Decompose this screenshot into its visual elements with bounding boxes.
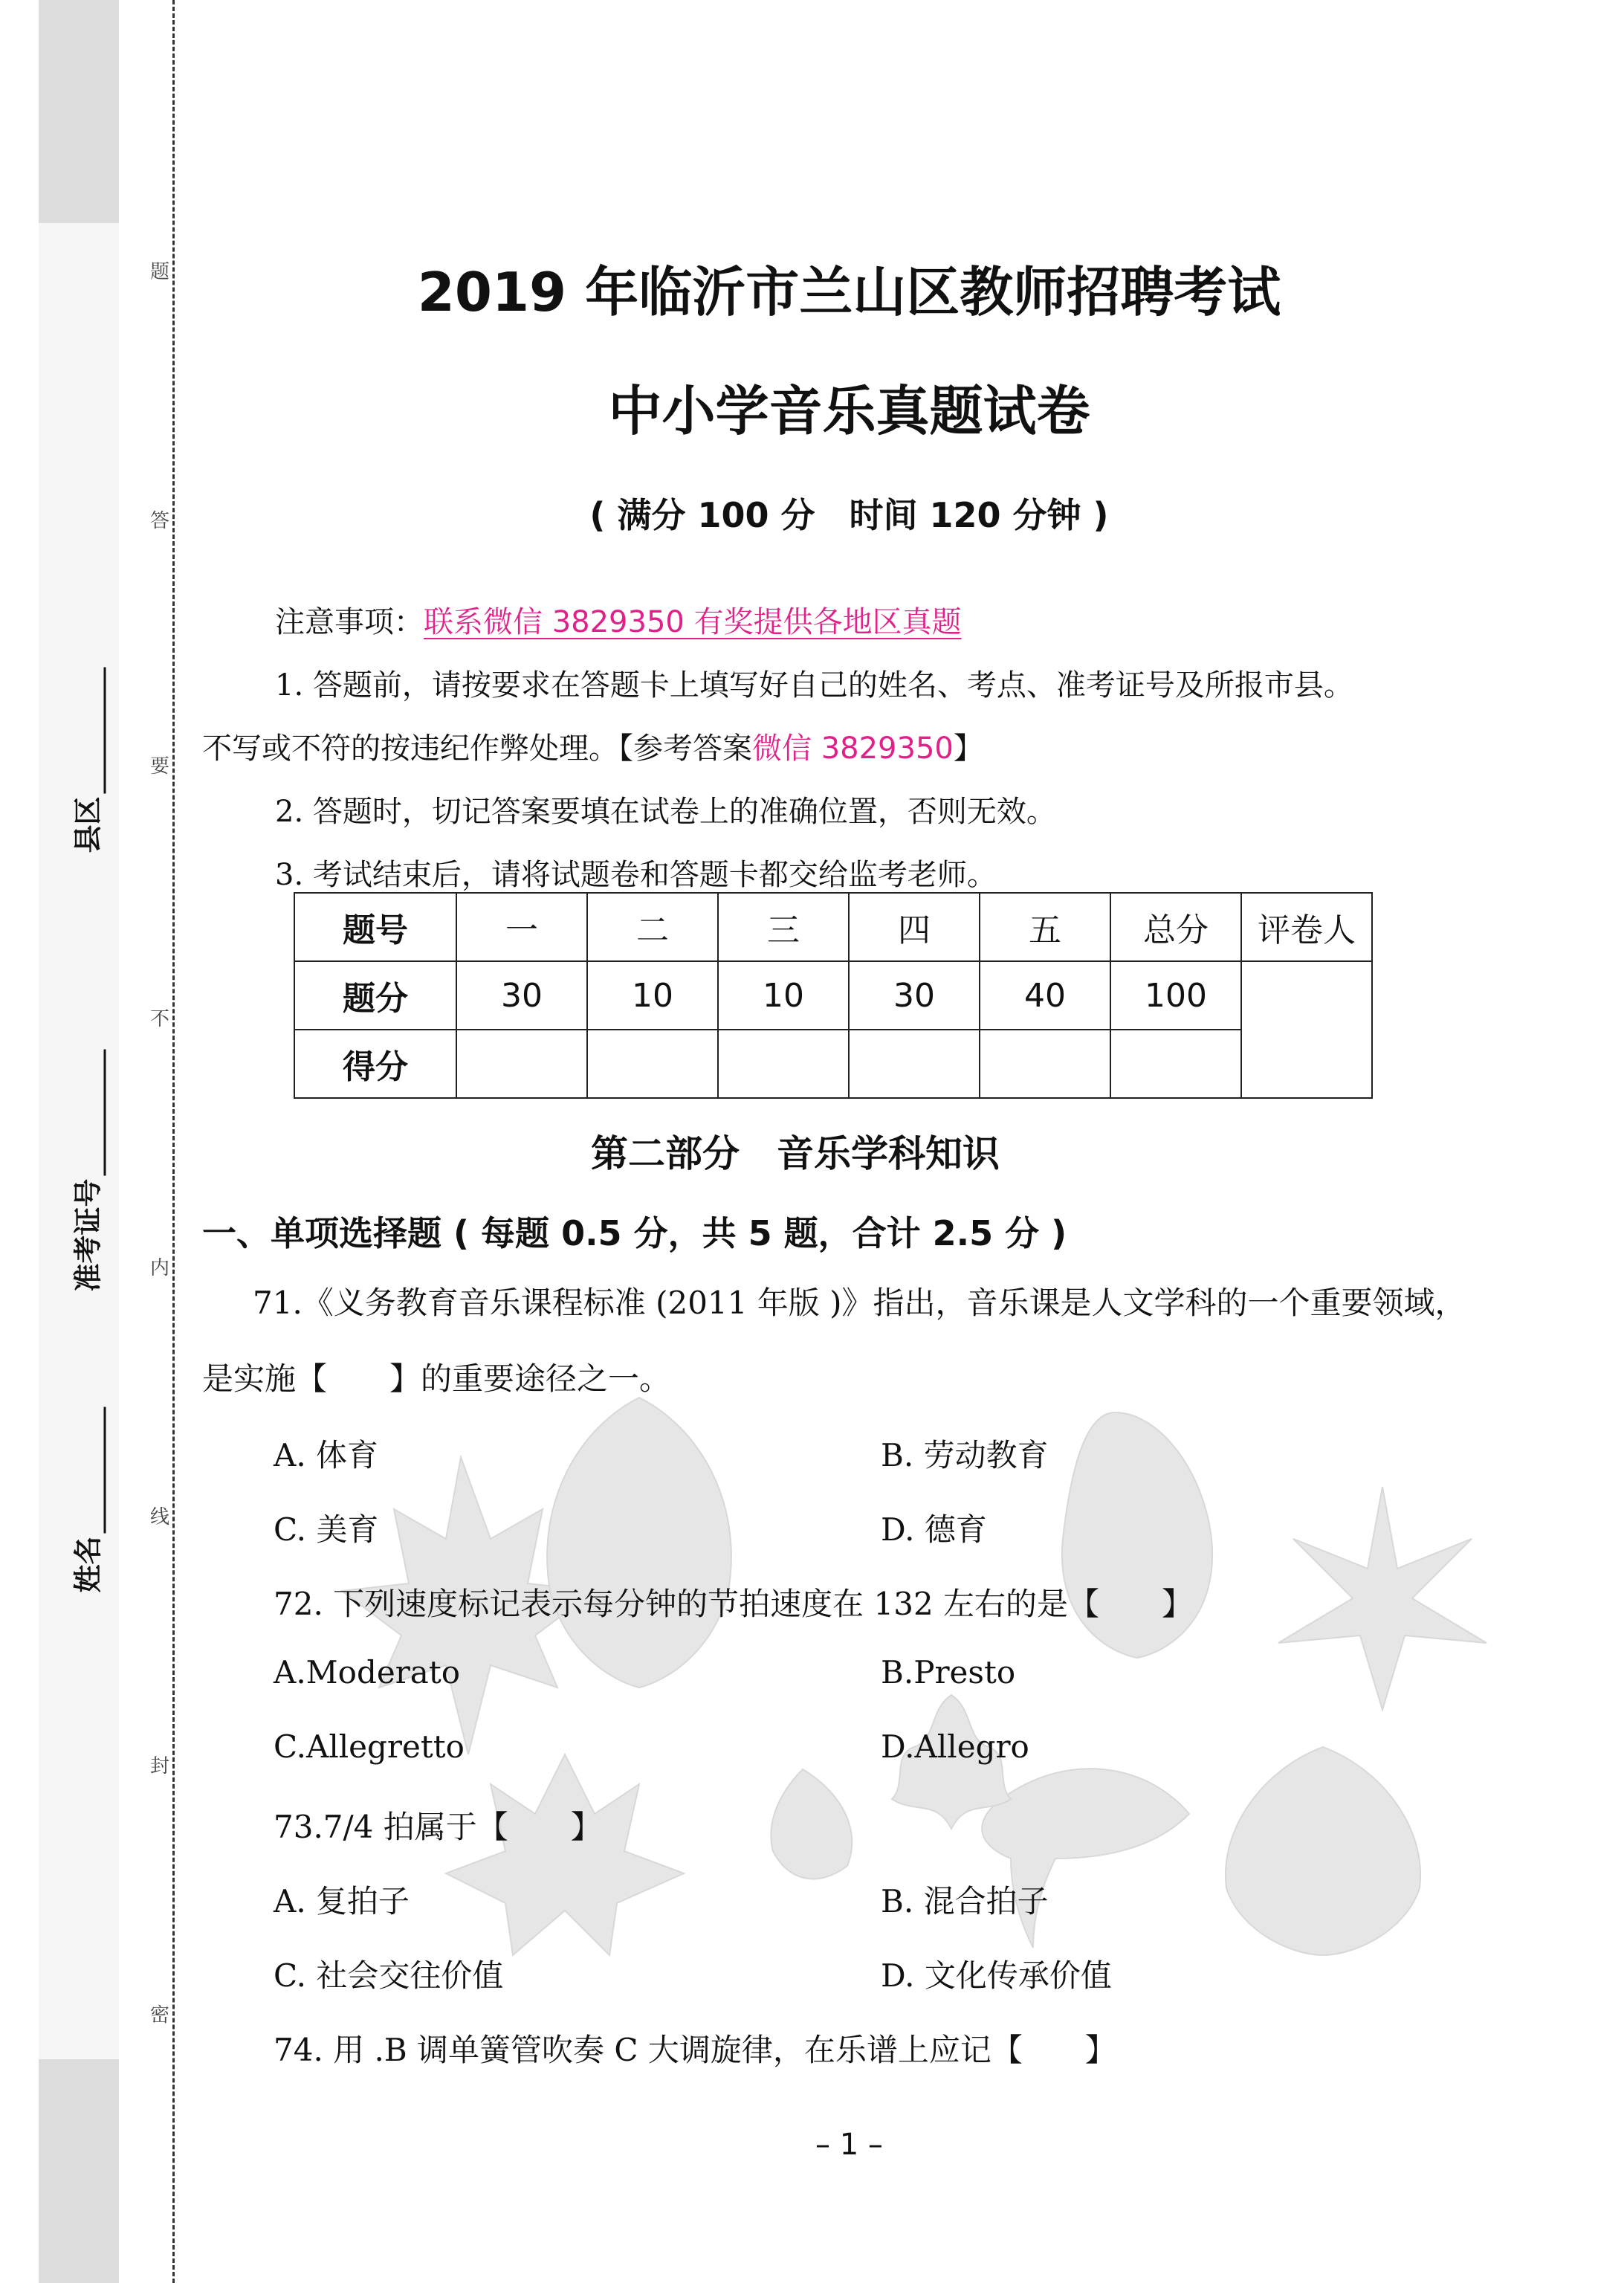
table-cell: 40	[980, 961, 1110, 1030]
notice-item-3: 3. 考试结束后，请将试题卷和答题卡都交给监考老师。	[275, 858, 997, 892]
question-73-stem: 73.7/4 拍属于【 】	[274, 1809, 602, 1845]
question-74-stem: 74. 用 .B 调单簧管吹奏 C 大调旋律，在乐谱上应记【 】	[274, 2032, 1116, 2068]
page-number: – 1 –	[815, 2128, 883, 2162]
score-blank-cell[interactable]	[718, 1030, 849, 1098]
question-73-option-a[interactable]: A. 复拍子	[274, 1883, 410, 1919]
exam-id-field	[65, 1062, 106, 1292]
table-cell: 一	[456, 893, 587, 961]
question-71-stem-cont: 是实施【 】的重要途径之一。	[202, 1360, 671, 1397]
table-cell: 100	[1110, 961, 1241, 1030]
seal-char: 不	[149, 1008, 169, 1030]
seal-char: 答	[149, 510, 169, 532]
grader-cell[interactable]	[1241, 961, 1372, 1098]
table-cell: 10	[587, 961, 718, 1030]
question-73-option-d[interactable]: D. 文化传承价值	[881, 1957, 1112, 1994]
notice-heading	[275, 598, 962, 641]
table-cell: 30	[456, 961, 587, 1030]
name-blank-line	[104, 1407, 106, 1533]
exam-id-blank-line	[104, 1049, 106, 1175]
seal-char: 封	[149, 1755, 169, 1777]
question-71-option-a[interactable]: A. 体育	[274, 1437, 379, 1473]
question-72-option-d[interactable]: D.Allegro	[881, 1728, 1029, 1765]
margin-top-block	[39, 0, 119, 223]
table-cell: 二	[587, 893, 718, 961]
table-cell: 30	[849, 961, 980, 1030]
question-72-option-b[interactable]: B.Presto	[881, 1654, 1016, 1691]
question-71-option-d[interactable]: D. 德育	[881, 1511, 987, 1548]
seal-char: 题	[149, 261, 169, 283]
poplar-leaf-icon	[547, 1398, 731, 1688]
score-blank-cell[interactable]	[456, 1030, 587, 1098]
table-cell: 评卷人	[1241, 893, 1372, 961]
table-cell: 五	[980, 893, 1110, 961]
question-71-stem: 71.《义务教育音乐课程标准 (2011 年版 )》指出，音乐课是人文学科的一个重要领域，	[253, 1285, 1466, 1321]
exam-score-time: ( 满分 100 分 时间 120 分钟 )	[589, 495, 1109, 535]
exam-title: 2019 年临沂市兰山区教师招聘考试	[417, 261, 1281, 323]
question-71-option-b[interactable]: B. 劳动教育	[881, 1437, 1049, 1473]
promo-link[interactable]: 联系微信 3829350 有奖提供各地区真题	[424, 605, 962, 639]
question-72-option-c[interactable]: C.Allegretto	[274, 1728, 465, 1765]
notice-item-1-end: 】	[953, 732, 983, 766]
question-73-option-b[interactable]: B. 混合拍子	[881, 1883, 1049, 1919]
margin-bottom-block	[39, 2059, 119, 2283]
table-cell: 得分	[294, 1030, 456, 1098]
grape-leaf-icon	[446, 1754, 684, 1955]
table-cell: 四	[849, 893, 980, 961]
section-title: 一、单项选择题 ( 每题 0.5 分，共 5 题，合计 2.5 分 )	[202, 1213, 1067, 1253]
notice-item-1-cont	[202, 725, 983, 767]
question-72-option-a[interactable]: A.Moderato	[274, 1654, 460, 1691]
county-label: 县区	[71, 796, 105, 853]
part-title: 第二部分 音乐学科知识	[591, 1132, 1000, 1175]
exam-id-label: 准考证号	[71, 1178, 105, 1292]
birch-leaf-icon	[1226, 1747, 1420, 1955]
seal-char: 内	[149, 1257, 169, 1279]
table-row-header	[294, 893, 1372, 961]
question-71-option-c[interactable]: C. 美育	[274, 1511, 379, 1548]
name-field	[65, 1422, 106, 1593]
palm-leaf-icon	[1278, 1487, 1486, 1710]
table-cell: 总分	[1110, 893, 1241, 961]
name-label: 姓名	[71, 1536, 105, 1593]
table-cell: 题号	[294, 893, 456, 961]
notice-label: 注意事项：	[275, 605, 424, 639]
seal-char: 要	[149, 755, 169, 778]
score-blank-cell[interactable]	[980, 1030, 1110, 1098]
notice-item-2: 2. 答题时，切记答案要填在试卷上的准确位置，否则无效。	[275, 795, 1056, 829]
question-73-option-c[interactable]: C. 社会交往价值	[274, 1957, 504, 1994]
score-blank-cell[interactable]	[849, 1030, 980, 1098]
exam-subject-title: 中小学音乐真题试卷	[608, 380, 1090, 442]
score-blank-cell[interactable]	[587, 1030, 718, 1098]
table-cell: 10	[718, 961, 849, 1030]
county-blank-line	[104, 667, 106, 793]
small-leaf-icon	[771, 1769, 852, 1879]
seal-cut-line	[172, 0, 175, 2283]
seal-char: 密	[149, 2004, 169, 2027]
score-table	[294, 892, 1373, 1099]
table-row-scores	[294, 961, 1372, 1030]
table-cell: 三	[718, 893, 849, 961]
county-field	[65, 682, 106, 853]
notice-item-1: 1. 答题前，请按要求在答题卡上填写好自己的姓名、考点、准考证号及所报市县。	[275, 668, 1353, 703]
table-row-obtained	[294, 1030, 1372, 1098]
notice-item-1-text: 不写或不符的按违纪作弊处理。【参考答案	[202, 732, 752, 766]
table-cell: 题分	[294, 961, 456, 1030]
question-72-stem: 72. 下列速度标记表示每分钟的节拍速度在 132 左右的是【 】	[274, 1586, 1194, 1622]
score-blank-cell[interactable]	[1110, 1030, 1241, 1098]
answer-contact: 微信 3829350	[752, 732, 954, 766]
seal-char: 线	[149, 1506, 169, 1528]
